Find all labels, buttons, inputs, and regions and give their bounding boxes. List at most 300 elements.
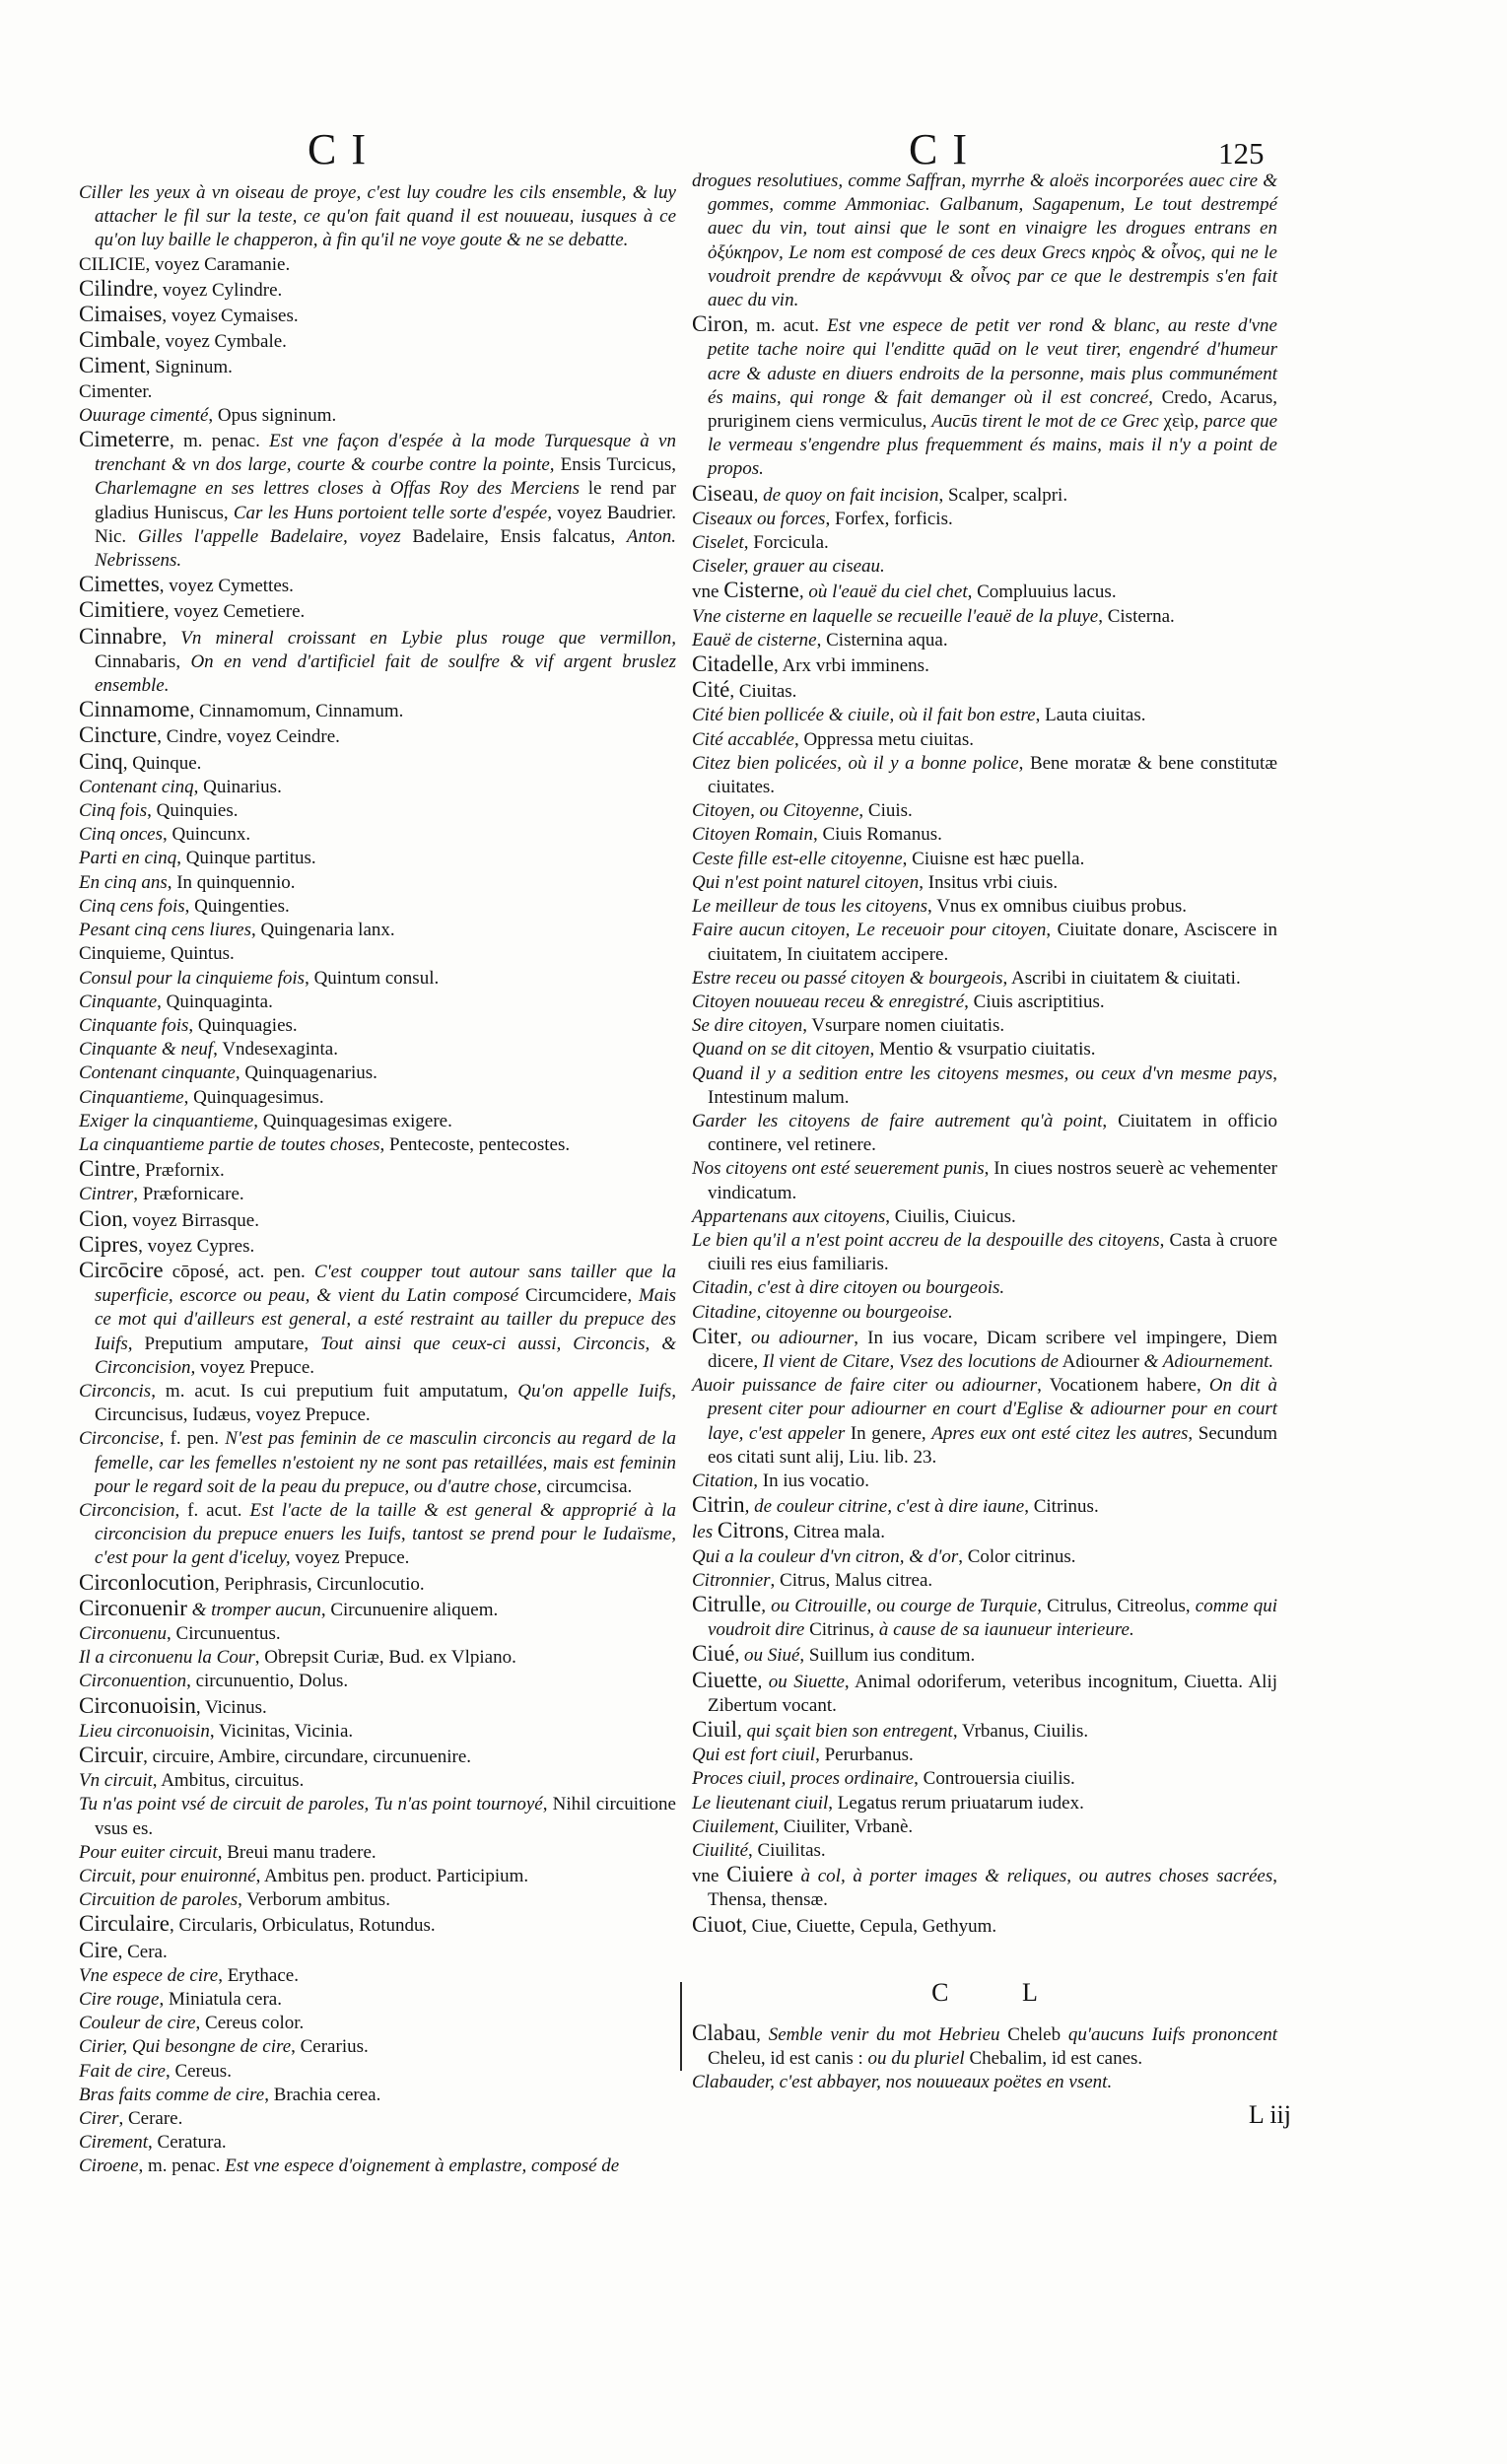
italic-text: , où l'eauë du ciel chet [798, 582, 968, 603]
italic-text: Citoyen nouueau receu & enregistré [692, 991, 965, 1012]
dictionary-entry [79, 1744, 676, 1769]
headword: Cimbale [79, 327, 156, 353]
roman-text: , Ciuis Romanus. [812, 824, 942, 846]
headword: Citrin [692, 1492, 745, 1518]
roman-text: , voyez Cymaises. [162, 306, 299, 327]
roman-text: , Ciuisne est hæc puella. [902, 848, 1085, 869]
dictionary-entry [79, 1793, 676, 1840]
roman-text: , Verborum ambitus. [238, 1889, 390, 1911]
dictionary-entry [692, 531, 1277, 555]
dictionary-entry [79, 2155, 676, 2178]
roman-text: Credo, Acarus, pruriginem ciens vermiculus, [708, 386, 1277, 433]
roman-text: , Quinquies. [147, 800, 239, 822]
roman-text: , Erythace. [218, 1964, 299, 1986]
roman-text: , Scalper, scalpri. [938, 484, 1068, 506]
dictionary-entry [79, 1841, 676, 1865]
italic-text: Apres eux ont esté citez les autres [931, 1422, 1189, 1444]
italic-text: Cirement [79, 2132, 149, 2154]
italic-text: Qui n'est point naturel citoyen [692, 871, 920, 893]
roman-text: , voyez Cypres. [138, 1235, 255, 1257]
roman-text: Cinnabaris, [95, 650, 191, 672]
italic-text: à col, à porter images & reliques, ou autres choses sacrées [792, 1866, 1273, 1887]
roman-text: , m. acut. [743, 315, 827, 337]
roman-text: , Cerarius. [291, 2036, 369, 2058]
dictionary-entry [79, 1133, 676, 1157]
roman-text: , voyez Cymbale. [155, 331, 287, 353]
roman-text: Chebalim, id est canes. [964, 2048, 1143, 2070]
dictionary-entry [692, 704, 1277, 727]
dictionary-entry [79, 895, 676, 919]
italic-text: Circuit, pour enuironné [79, 1866, 256, 1887]
dictionary-entry [692, 1205, 1277, 1229]
roman-text: , Quinquaginta. [157, 991, 273, 1012]
roman-text: , Pentecoste, pentecostes. [379, 1133, 571, 1155]
roman-text: Circuncisus, Iudæus, voyez Prepuce. [95, 1404, 371, 1426]
roman-text: Circumcidere, [518, 1285, 639, 1307]
roman-text: , Ciuis ascriptitius. [964, 991, 1105, 1012]
roman-text: voyez Prepuce. [195, 1356, 315, 1378]
roman-text: , circunuentio, Dolus. [186, 1671, 349, 1692]
printer-rule [680, 1982, 682, 2071]
italic-text: Le bien qu'il a n'est point accreu de la despouille des citoyens [692, 1229, 1160, 1251]
roman-text: , Color citrinus. [958, 1545, 1076, 1567]
dictionary-entry [692, 1470, 1277, 1493]
roman-text: , Vndesexaginta. [213, 1039, 338, 1061]
roman-text: , Quingenaria lanx. [251, 920, 395, 941]
roman-text: , f. acut. [174, 1499, 250, 1521]
section-cl [692, 1977, 1291, 2131]
dictionary-entry [79, 2107, 676, 2131]
italic-text: Le meilleur de tous les citoyens [692, 896, 928, 918]
roman-text: , Ciuitas. [729, 681, 797, 703]
italic-text: En cinq ans [79, 871, 168, 893]
italic-text: Quand il y a sedition entre les citoyens mesmes, ou ceux d'vn mesme pays [692, 1062, 1273, 1084]
dictionary-entry [79, 1259, 676, 1380]
roman-text: , Quinque partitus. [176, 848, 316, 869]
headword: Cimaises [79, 302, 163, 327]
roman-text: , Vsurpare nomen ciuitatis. [802, 1015, 1005, 1037]
roman-text: , Citrinus. [1024, 1496, 1099, 1518]
roman-text: , Thensa, thensæ. [708, 1866, 1277, 1911]
italic-text: Ciseler, grauer au ciseau. [692, 556, 885, 578]
italic-text: Cinq onces [79, 824, 163, 846]
italic-text: Faire aucun citoyen, Le receuoir pour citoyen [692, 920, 1047, 941]
dictionary-entry [79, 573, 676, 598]
italic-text: Nos citoyens ont esté seuerement punis [692, 1158, 985, 1180]
dictionary-entry [692, 895, 1277, 919]
right-column [692, 170, 1291, 2130]
dictionary-entry [79, 1720, 676, 1744]
roman-text: , Ceratura. [148, 2132, 227, 2154]
italic-text: , ou Siuette [757, 1671, 845, 1692]
headword: Ciment [79, 353, 146, 378]
dictionary-entry [79, 1769, 676, 1793]
roman-text: , Circunuentus. [167, 1622, 281, 1644]
italic-text: Citadine, citoyenne ou bourgeoise. [692, 1301, 953, 1323]
italic-text: Cinq fois [79, 800, 148, 822]
italic-text: Pour euiter circuit [79, 1841, 218, 1863]
roman-text: , Quinque. [122, 752, 202, 774]
dictionary-entry [79, 2035, 676, 2059]
dictionary-entry [79, 1038, 676, 1061]
roman-text: , Vicinus. [195, 1696, 267, 1718]
italic-text: Vn circuit [79, 1770, 153, 1792]
roman-text: , Compluuius lacus. [967, 582, 1117, 603]
roman-text: , f. pen. [159, 1428, 226, 1450]
dictionary-entry [79, 1014, 676, 1038]
roman-text: Cinquieme, Quintus. [79, 943, 235, 965]
roman-text: , voyez Birrasque. [122, 1209, 259, 1231]
italic-text: Cinquante fois [79, 1014, 189, 1036]
roman-text: , Citrus, Malus citrea. [770, 1569, 933, 1591]
headword: Ciseau [692, 480, 754, 506]
roman-text: , Citrea mala. [784, 1522, 885, 1543]
headword: Cintre [79, 1156, 136, 1182]
italic-text: Vne espece de cire [79, 1964, 219, 1986]
italic-text: Appartenans aux citoyens [692, 1205, 886, 1227]
dictionary-entry [692, 848, 1277, 871]
dictionary-entry [692, 508, 1277, 531]
headword: Cimitiere [79, 597, 165, 623]
headword: Cinq [79, 748, 123, 774]
italic-text: Circoncision [79, 1499, 175, 1521]
italic-text: Citez bien policées, où il y a bonne police [692, 752, 1019, 774]
roman-text: , Cera. [117, 1941, 168, 1962]
roman-text: , Vnus ex omnibus ciuibus probus. [927, 896, 1188, 918]
headword: Citrons [717, 1518, 785, 1543]
headword: Circuir [79, 1743, 144, 1767]
italic-text: Ciselet [692, 532, 744, 554]
dictionary-entry [692, 1519, 1277, 1544]
dictionary-entry [79, 967, 676, 991]
dictionary-entry [692, 1493, 1277, 1519]
dictionary-entry [79, 404, 676, 428]
dictionary-entry [692, 1669, 1277, 1718]
italic-text: , de quoy on fait incision [753, 484, 939, 506]
dictionary-entry [79, 698, 676, 723]
roman-text: , m. acut. Is cui preputium fuit amputatum, [151, 1380, 518, 1402]
italic-text: Fait de cire [79, 2060, 166, 2082]
headword: Cinnamome [79, 697, 190, 722]
roman-text: , Cereus color. [195, 2013, 305, 2034]
section-title: C L [931, 1977, 1071, 2007]
italic-text: les [692, 1522, 718, 1543]
italic-text: Cité bien pollicée & ciuile, où il fait bon estre [692, 705, 1036, 726]
dictionary-entry [692, 170, 1277, 312]
dictionary-entry [79, 2084, 676, 2107]
roman-text: , Ambitus pen. product. Participium. [255, 1866, 529, 1887]
headword: Ciron [692, 311, 744, 337]
dictionary-entry [79, 1207, 676, 1233]
italic-text: Est vne espece d'oignement à emplastre, composé de [225, 2156, 620, 2177]
dictionary-entry [79, 723, 676, 749]
roman-text: , Quinquagesimus. [183, 1086, 324, 1108]
italic-text: Garder les citoyens de faire autrement qu'à point [692, 1110, 1103, 1131]
dictionary-entry [692, 678, 1277, 704]
roman-text: , Cerare. [118, 2108, 183, 2130]
dictionary-entry [692, 1815, 1277, 1839]
dictionary-entry [692, 482, 1277, 508]
roman-text: , Casta à cruore ciuili res eius familiaris. [708, 1229, 1277, 1275]
dictionary-entry [692, 1593, 1277, 1642]
roman-text: , voyez Cylindre. [153, 279, 283, 301]
roman-text: , Vrbanus, Ciuilis. [952, 1721, 1089, 1742]
italic-text: Quand on se dit citoyen [692, 1039, 870, 1061]
dictionary-entry [692, 1642, 1277, 1668]
headword: Cire [79, 1937, 118, 1962]
italic-text: Cirier, Qui besongne de cire [79, 2036, 292, 2058]
italic-text: Qu'on appelle Iuifs, [517, 1380, 676, 1402]
italic-text: comme qui voudroit dire [708, 1595, 1277, 1641]
roman-text: vne [692, 582, 724, 603]
italic-text: Semble venir du mot Hebrieu [768, 2023, 1000, 2045]
italic-text: Cinquante [79, 991, 158, 1012]
italic-text: Consul pour la cinquieme fois [79, 967, 306, 989]
headword: Cimettes [79, 572, 160, 597]
roman-text: , Ciuiliter, Vrbanè. [774, 1815, 914, 1837]
italic-text: Est l'acte de la taille & est general & approprié à la circoncision du prepuce enuers les Iuifs, tantost se prend pour le Iudaïsme, c'est pour la gent d'iceluy, [95, 1499, 676, 1569]
dictionary-entry [79, 1622, 676, 1646]
roman-text: , Animal odoriferum, veteribus incognitum, Ciuetta. Alij Zibertum vocant. [708, 1671, 1277, 1716]
italic-text: C'est coupper tout autour sans tailler que la superficie, escorce ou peau, & vient du Latin composé [95, 1261, 676, 1307]
headword: Circulaire [79, 1911, 170, 1937]
italic-text: Eauë de cisterne [692, 629, 817, 650]
italic-text: Est vne façon d'espée à la mode Turquesque à vn trenchant & vn dos large, courte & courbe contre la pointe, [95, 431, 676, 476]
dictionary-entry [79, 1646, 676, 1670]
dictionary-entry [79, 598, 676, 624]
italic-text: , ou adiourner [737, 1327, 855, 1348]
italic-text: , de couleur citrine, c'est à dire iaune [744, 1496, 1025, 1518]
dictionary-entry [692, 967, 1277, 991]
dictionary-entry [692, 1545, 1277, 1569]
headword: Circōcire [79, 1257, 164, 1282]
headword: Citer [692, 1323, 737, 1348]
dictionary-entry [692, 823, 1277, 847]
italic-text: Clabauder, c'est abbayer, nos nouueaux poëtes en vsent. [692, 2072, 1113, 2093]
dictionary-entry [79, 1157, 676, 1183]
roman-text: Citrinus, [804, 1619, 879, 1641]
roman-text: , Quinquagesimas exigere. [253, 1110, 452, 1131]
italic-text: La cinquantieme partie de toutes choses [79, 1133, 380, 1155]
headword: Ciuil [692, 1717, 738, 1742]
signature-mark: L iij [1248, 2100, 1291, 2130]
dictionary-entry [79, 942, 676, 966]
dictionary-entry [79, 328, 676, 354]
italic-text: Ciller les yeux à vn oiseau de proye, c'est luy coudre les cils ensemble, & luy attacher le fil sur la teste, ce qu'on fait quand il est nouueau, iusques à ce qu'on luy baille le chapperon, à fin qu'il ne voye goute & ne se debatte. [79, 182, 676, 251]
dictionary-entry [79, 1086, 676, 1110]
roman-text: , Cisterna. [1098, 605, 1175, 627]
roman-text: , Forfex, forficis. [825, 508, 953, 529]
italic-text: Contenant cinq [79, 776, 194, 797]
roman-text: circumcisa. [541, 1475, 633, 1497]
italic-text: Lieu circonuoisin [79, 1720, 210, 1742]
dictionary-entry [692, 991, 1277, 1014]
italic-text: On dit à present citer pour adiourner en court d'Eglise & adiourner pour en court laye, c'est appeler [708, 1375, 1277, 1444]
roman-text: , Cereus. [165, 2060, 232, 2082]
headword: Citadelle [692, 651, 775, 677]
roman-text: , Suillum ius conditum. [799, 1645, 976, 1667]
dictionary-entry [79, 991, 676, 1014]
roman-text: , Insitus vrbi ciuis. [919, 871, 1059, 893]
italic-text: Estre receu ou passé citoyen & bourgeois [692, 967, 1003, 989]
roman-text: , circuire, Ambire, circundare, circunuenire. [143, 1746, 472, 1767]
roman-text: , Signinum. [145, 357, 233, 378]
italic-text: Charlemagne en ses lettres closes à Offas Roy des Merciens [95, 478, 581, 500]
roman-text: , Quingenties. [184, 895, 290, 917]
italic-text: Circoncis [79, 1380, 152, 1402]
italic-text: Citronnier [692, 1569, 771, 1591]
dictionary-entry [79, 1912, 676, 1938]
dictionary-entry [692, 1014, 1277, 1038]
dictionary-entry [79, 1183, 676, 1206]
dictionary-entry [692, 1229, 1277, 1276]
italic-text: Aucūs tirent le mot de ce Grec [931, 411, 1159, 433]
italic-text: Ciseaux ou forces [692, 508, 826, 529]
dictionary-entry [79, 823, 676, 847]
left-column [79, 181, 676, 2179]
italic-text: parce que le vermeau s'engendre plus frequemment és mains, mais il n'y a point de propos. [708, 411, 1277, 480]
dictionary-entry [79, 1427, 676, 1499]
dictionary-entry [692, 1863, 1277, 1912]
italic-text: Car les Huns portoient telle sorte d'espée, [233, 502, 552, 523]
roman-text: , Oppressa metu ciuitas. [793, 728, 974, 750]
dictionary-entry [692, 728, 1277, 752]
italic-text: Vne cisterne en laquelle se recueille l'eauë de la pluye [692, 605, 1099, 627]
roman-text: , Lauta ciuitas. [1035, 705, 1146, 726]
dictionary-entry [79, 1670, 676, 1693]
dictionary-entry [692, 605, 1277, 629]
dictionary-entry [79, 919, 676, 942]
dictionary-entry [692, 1913, 1277, 1939]
roman-text: , Legatus rerum priuatarum iudex. [828, 1792, 1084, 1814]
roman-text: , Ascribi in ciuitatem & ciuitati. [1002, 967, 1241, 989]
italic-text: Circoncise [79, 1428, 160, 1450]
italic-text: Citation [692, 1470, 754, 1491]
dictionary-entry [79, 380, 676, 404]
roman-text: , Secundum eos citati sunt alij, Liu. lib. 23. [708, 1422, 1277, 1468]
dictionary-entry [79, 1061, 676, 1085]
italic-text: Couleur de cire [79, 2013, 196, 2034]
roman-text: , Perurbanus. [815, 1745, 914, 1766]
roman-text: , Quincunx. [162, 824, 251, 846]
dictionary-entry [692, 1569, 1277, 1593]
dictionary-entry [692, 1744, 1277, 1767]
dictionary-entry [79, 1694, 676, 1720]
roman-text: Badelaire, Ensis falcatus, [400, 525, 627, 547]
dictionary-entry [692, 1110, 1277, 1157]
italic-text: Le lieutenant ciuil [692, 1792, 829, 1814]
roman-text: , Nihil circuitione vsus es. [95, 1794, 676, 1839]
dictionary-entry [692, 555, 1277, 579]
roman-text: Cimenter. [79, 380, 153, 402]
roman-text: , Quinquagenarius. [235, 1062, 377, 1084]
headword: Cion [79, 1205, 123, 1231]
dictionary-entry [692, 752, 1277, 799]
headword: Ciuiere [726, 1862, 793, 1887]
italic-text: Circonuenu [79, 1622, 168, 1644]
dictionary-entry [79, 871, 676, 895]
running-head-right: C I [909, 125, 969, 173]
dictionary-entry [79, 750, 676, 776]
italic-text: Mais ce mot qui d'ailleurs est general, a esté restraint au tailler du prepuce des Iuifs, [95, 1285, 676, 1354]
roman-text: , Brachia cerea. [264, 2084, 381, 2105]
italic-text: & tromper aucun [186, 1599, 321, 1620]
roman-text: , Ciuis. [858, 800, 913, 822]
headword: Citrulle [692, 1591, 762, 1616]
roman-text: cōposé, act. pen. [163, 1261, 314, 1282]
italic-text: Cinquante & neuf [79, 1039, 214, 1061]
roman-text: , Bene moratæ & bene constitutæ ciuitates. [708, 752, 1277, 798]
italic-text: Gilles l'appelle Badelaire, voyez [137, 525, 401, 547]
italic-text: , qui sçait bien son entregent [737, 1721, 953, 1742]
italic-text: drogues resolutiues, comme Saffran, myrrhe & aloës incorporées auec cire & gommes, comme Ammoniac. Galbanum, Sagapenum, Le tout destrempé auec du vin, tout ainsi que le sont en vinaigre les drogues entrans en ὀξύκηρον, Le nom est composé de ces deux Grecs κηρὸς & οἶνος, qui ne le voudroit prendre de κεράννυμι & οἶνος par ce que le destrempis s'en fait auec du vin. [692, 171, 1277, 311]
dictionary-entry [692, 1767, 1277, 1791]
dictionary-entry [79, 2012, 676, 2035]
dictionary-entry [79, 1888, 676, 1912]
dictionary-entry [692, 1792, 1277, 1815]
headword: Ciuette [692, 1667, 758, 1692]
italic-text: ou du pluriel [867, 2048, 965, 2070]
dictionary-entry [79, 1110, 676, 1133]
right-column-entries [692, 170, 1277, 1939]
roman-text: , [756, 2023, 769, 2045]
italic-text: On en vend d'artificiel fait de soulfre & vif argent bruslez ensemble. [95, 650, 676, 697]
italic-text: Cinq cens fois [79, 895, 185, 917]
headword: Circonuenir [79, 1595, 187, 1620]
roman-text: , Circunuenire aliquem. [320, 1599, 499, 1620]
italic-text: Citoyen Romain [692, 824, 813, 846]
italic-text: Citadin, c'est à dire citoyen ou bourgeois. [692, 1277, 1005, 1299]
dictionary-entry [79, 2131, 676, 2155]
italic-text: Proces ciuil, proces ordinaire [692, 1768, 915, 1790]
roman-text: , Opus signinum. [208, 404, 337, 426]
dictionary-entry [692, 919, 1277, 966]
dictionary-entry [79, 1499, 676, 1571]
italic-text: Vn mineral croissant en Lybie plus rouge que vermillon, [180, 627, 677, 649]
italic-text: N'est pas feminin de ce masculin circoncis au regard de la femelle, car les femelles n'estoient ny ne sont pas retaillées, mais est feminin pour le regard soit de la peau du prepuce, ou d'autre chose, [95, 1428, 676, 1497]
dictionary-entry [79, 847, 676, 870]
headword: Cinnabre [79, 623, 163, 649]
roman-text: , Cindre, voyez Ceindre. [157, 726, 340, 748]
dictionary-entry [692, 1374, 1277, 1470]
italic-text: Contenant cinquante [79, 1062, 236, 1084]
headword: Circonlocution [79, 1569, 215, 1595]
italic-text: Ouurage cimenté [79, 404, 209, 426]
dictionary-entry [79, 1597, 676, 1622]
roman-text: , Vocationem habere, [1037, 1375, 1209, 1397]
dictionary-entry [692, 2071, 1277, 2094]
dictionary-entry [692, 1157, 1277, 1204]
roman-text: , Cisternina aqua. [816, 629, 948, 650]
italic-text: , ou Citrouille, ou courge de Turquie [761, 1595, 1038, 1616]
dictionary-entry [79, 1865, 676, 1888]
headword: Clabau [692, 2019, 757, 2045]
italic-text: qu'aucuns Iuifs prononcent [1067, 2023, 1277, 2045]
roman-text: In genere, [845, 1422, 932, 1444]
roman-text: vne [692, 1866, 727, 1887]
italic-text: Il vient de Citare, Vsez des locutions de [762, 1350, 1059, 1372]
roman-text: , Arx vrbi imminens. [774, 655, 929, 677]
headword: Cité [692, 677, 730, 703]
dictionary-entry [79, 799, 676, 823]
italic-text: Cirer [79, 2108, 119, 2130]
dictionary-entry [79, 625, 676, 699]
headword: Cincture [79, 722, 158, 748]
italic-text: Bras faits comme de cire [79, 2084, 265, 2105]
roman-text: , Vicinitas, Vicinia. [209, 1720, 354, 1742]
italic-text: Citoyen, ou Citoyenne [692, 800, 859, 822]
headword: Cipres [79, 1231, 139, 1257]
